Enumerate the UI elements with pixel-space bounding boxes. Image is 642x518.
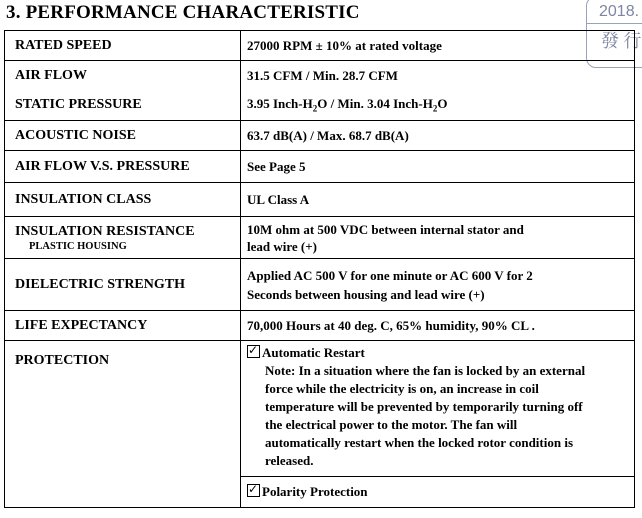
row-air-flow <box>5 61 635 91</box>
label-insulation-resistance: INSULATION RESISTANCE <box>15 223 195 239</box>
insulation-resistance-line2: lead wire (+) <box>247 238 317 254</box>
value-insulation-resistance <box>241 217 635 259</box>
value-dielectric-strength <box>241 259 635 311</box>
polarity-label: Polarity Protection <box>262 484 368 499</box>
note-line-4: the electrical power to the motor. The fan will <box>265 417 518 432</box>
label-acoustic-noise: ACOUSTIC NOISE <box>5 121 241 151</box>
row-acoustic-noise <box>5 121 635 151</box>
performance-table <box>4 30 635 508</box>
row-static-pressure <box>5 91 635 121</box>
note-line-3: temperature will be prevented by temporarily turning off <box>265 399 583 414</box>
row-insulation-class <box>5 183 635 217</box>
static-pressure-sub1: 2 <box>312 104 318 115</box>
value-air-flow: 31.5 CFM / Min. 28.7 CFM <box>241 61 635 91</box>
checkbox-checked-icon <box>247 345 260 358</box>
row-rated-speed <box>5 31 635 61</box>
row-air-flow-vs-pressure <box>5 151 635 183</box>
label-insulation-resistance-cell <box>5 217 241 259</box>
note-line-1: Note: In a situation where the fan is locked by an external <box>265 363 586 378</box>
stamp-character: 發 行 <box>601 31 642 51</box>
note-line-2: force while the electricity is on, an increase in coil <box>265 381 539 396</box>
value-life-expectancy: 70,000 Hours at 40 deg. C, 65% humidity, 90% CL . <box>241 311 635 341</box>
polarity-block <box>241 477 634 507</box>
stamp-year: 2018. <box>599 3 640 20</box>
label-air-flow-vs-pressure: AIR FLOW V.S. PRESSURE <box>5 151 241 183</box>
insulation-resistance-line1: 10M ohm at 500 VDC between internal stator and <box>247 221 524 237</box>
label-plastic-housing: PLASTIC HOUSING <box>29 240 127 252</box>
auto-restart-label: Automatic Restart <box>262 345 365 360</box>
label-protection: PROTECTION <box>5 341 241 508</box>
stamp-divider <box>587 23 642 24</box>
static-pressure-part3: O <box>437 96 448 112</box>
value-protection <box>241 341 635 508</box>
checkbox-checked-icon <box>247 484 260 497</box>
label-air-flow: AIR FLOW <box>5 61 241 91</box>
value-rated-speed: 27000 RPM ± 10% at rated voltage <box>241 31 635 61</box>
label-insulation-class: INSULATION CLASS <box>5 183 241 217</box>
static-pressure-sub2: 2 <box>432 104 438 115</box>
label-static-pressure: STATIC PRESSURE <box>5 91 241 121</box>
row-dielectric-strength <box>5 259 635 311</box>
value-air-flow-vs-pressure: See Page 5 <box>241 151 635 183</box>
static-pressure-part2: O / Min. 3.04 Inch-H <box>317 96 433 112</box>
static-pressure-part1: 3.95 Inch-H <box>247 96 313 112</box>
row-life-expectancy <box>5 311 635 341</box>
dielectric-line2: Seconds between housing and lead wire (+) <box>247 286 485 302</box>
value-insulation-class: UL Class A <box>241 183 635 217</box>
section-heading: 3. PERFORMANCE CHARACTERISTIC <box>6 2 360 23</box>
label-life-expectancy: LIFE EXPECTANCY <box>5 311 241 341</box>
value-acoustic-noise: 63.7 dB(A) / Max. 68.7 dB(A) <box>241 121 635 151</box>
value-static-pressure <box>241 91 635 121</box>
note-line-6: released. <box>265 453 314 468</box>
label-dielectric-strength: DIELECTRIC STRENGTH <box>5 259 241 311</box>
dielectric-line1: Applied AC 500 V for one minute or AC 600 V for 2 <box>247 267 533 283</box>
auto-restart-block <box>241 341 634 477</box>
row-insulation-resistance <box>5 217 635 259</box>
row-protection <box>5 341 635 508</box>
label-rated-speed: RATED SPEED <box>5 31 241 61</box>
note-line-5: automatically restart when the locked rotor condition is <box>265 435 574 450</box>
